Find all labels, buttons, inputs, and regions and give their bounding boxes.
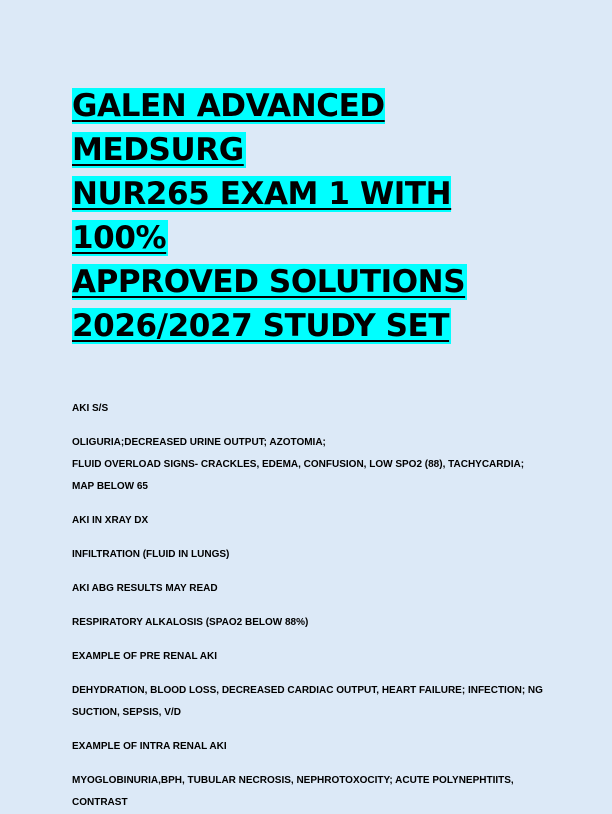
answer: MYOGLOBINURIA,BPH, TUBULAR NECROSIS, NEPHROTOXOCITY; ACUTE POLYNEPHTIITS, CONTRAST	[72, 775, 514, 808]
qa-list	[72, 398, 552, 814]
answer: INFILTRATION (FLUID IN LUNGS)	[72, 549, 230, 560]
question: AKI S/S	[72, 403, 109, 414]
answer: DEHYDRATION, BLOOD LOSS, DECREASED CARDIAC OUTPUT, HEART FAILURE; INFECTION; NG SUCTION, SEPSIS, V/D	[72, 685, 543, 718]
title-line: APPROVED SOLUTIONS	[72, 264, 466, 300]
title-line: 2026/2027 STUDY SET	[72, 308, 450, 344]
question: EXAMPLE OF INTRA RENAL AKI	[72, 741, 227, 752]
document-title	[72, 84, 552, 348]
title-line: NUR265 EXAM 1 WITH 100%	[72, 176, 452, 256]
question: AKI IN XRAY DX	[72, 515, 149, 526]
answer: RESPIRATORY ALKALOSIS (SPAO2 BELOW 88%)	[72, 617, 309, 628]
title-line: GALEN ADVANCED MEDSURG	[72, 88, 385, 168]
answer: OLIGURIA;DECREASED URINE OUTPUT; AZOTOMIA; FLUID OVERLOAD SIGNS- CRACKLES, EDEMA, CONFUSION, LOW SPO2 (88), TACHYCARDIA; MAP BELOW 65	[72, 437, 525, 492]
question: EXAMPLE OF PRE RENAL AKI	[72, 651, 218, 662]
question: AKI ABG RESULTS MAY READ	[72, 583, 218, 594]
